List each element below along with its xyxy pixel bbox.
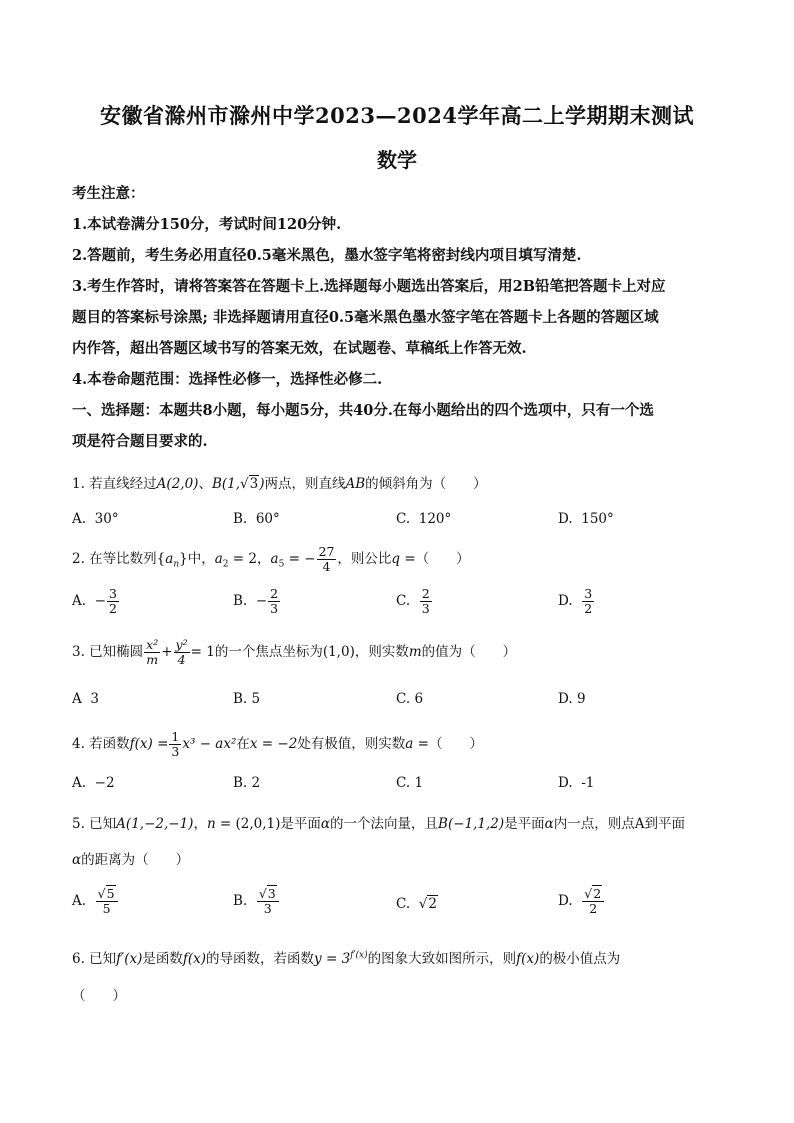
point-a: A(2,0): [156, 476, 199, 492]
q4-option-a[interactable]: A. −2: [72, 775, 115, 791]
q5-option-a[interactable]: A. $\frac{√5}{5}$: [72, 887, 119, 916]
q2-option-a[interactable]: A. − $\frac{3}{2}$: [72, 586, 117, 616]
q2-option-c[interactable]: C. $\frac{2}{3}$: [396, 586, 430, 616]
note-4: 4.本卷命题范围：选择性必修一，选择性必修二.: [72, 371, 383, 388]
q1-option-b[interactable]: B. 60°: [233, 511, 280, 527]
question-6: 6. 已知f′(x)是函数f(x)的导函数，若函数$y = 3^{f'(x)}$的图象大致如图所示，则f(x)的极小值点为: [72, 950, 621, 967]
question-1: 1. 若直线经过A(2,0)、B(1,√3)两点，则直线AB的倾斜角为（ ）: [72, 476, 487, 492]
note-1: 1.本试卷满分150分，考试时间120分钟.: [72, 216, 342, 233]
question-4: 4. 若函数f(x) = $\frac{1}{3}$ x³ − ax²在x = −2处有极值，则实数a =（ ）: [72, 729, 483, 759]
q5-option-b[interactable]: B. $\frac{√3}{3}$: [233, 887, 280, 916]
q1-option-c[interactable]: C. 120°: [396, 511, 452, 527]
question-5: 5. 已知A(1,−2,−1)，n = (2,0,1)是平面α的一个法向量，且B(−1,1,2)是平面α内一点，则点A到平面: [72, 816, 686, 832]
q4-option-b[interactable]: B. 2: [233, 775, 261, 791]
q4-option-c[interactable]: C. 1: [396, 775, 424, 791]
q5-option-d[interactable]: D. $\frac{√2}{2}$: [558, 887, 605, 916]
note-3-line-2: 题目的答案标号涂黑; 非选择题请用直径0.5毫米黑色墨水签字笔在答题卡上各题的答题区域: [72, 309, 659, 326]
q5-option-c[interactable]: C. √2: [396, 896, 437, 912]
note-2: 2.答题前，考生务必用直径0.5毫米黑色，墨水签字笔将密封线内项目填写清楚.: [72, 247, 582, 264]
q1-option-a[interactable]: A. 30°: [72, 511, 119, 527]
question-5-line-2: α的距离为（ ）: [72, 852, 190, 868]
q3-option-a[interactable]: A 3: [72, 691, 99, 707]
exam-title: 安徽省滁州市滁州中学2023—2024学年高二上学期期末测试: [100, 103, 694, 128]
q4-option-d[interactable]: D. -1: [558, 775, 595, 791]
q1-option-d[interactable]: D. 150°: [558, 511, 614, 527]
q3-option-c[interactable]: C. 6: [396, 691, 424, 707]
q2-option-b[interactable]: B. − $\frac{2}{3}$: [233, 586, 279, 616]
section-heading-line-1: 一、选择题：本题共8小题，每小题5分，共40分.在每小题给出的四个选项中，只有一个选: [72, 402, 654, 419]
question-6-line-2: （ ）: [72, 988, 126, 1004]
exam-subject: 数学: [377, 148, 417, 172]
note-3-line-3: 内作答，超出答题区域书写的答案无效，在试题卷、草稿纸上作答无效.: [72, 340, 527, 357]
note-3-line-1: 3.考生作答时，请将答案答在答题卡上.选择题每小题选出答案后，用2B铅笔把答题卡上对应: [72, 278, 666, 295]
notes-heading: 考生注意：: [72, 185, 145, 202]
q3-option-d[interactable]: D. 9: [558, 691, 586, 707]
section-heading-line-2: 项是符合题目要求的.: [72, 433, 208, 450]
q3-option-b[interactable]: B. 5: [233, 691, 261, 707]
q2-option-d[interactable]: D. $\frac{3}{2}$: [558, 586, 593, 616]
question-2: 2. 在等比数列$\{a_n\}$中，$a_2 = 2$，$a_5$ = − $\frac{27}{4}$ ，则公比q =（ ）: [72, 544, 470, 574]
question-3: 3. 已知椭圆 $\frac{\text{x²}}{m}$ + $\frac{\text{y²}}{4}$ = 1的一个焦点坐标为(1,0)，则实数m的值为（ ）: [72, 637, 517, 667]
